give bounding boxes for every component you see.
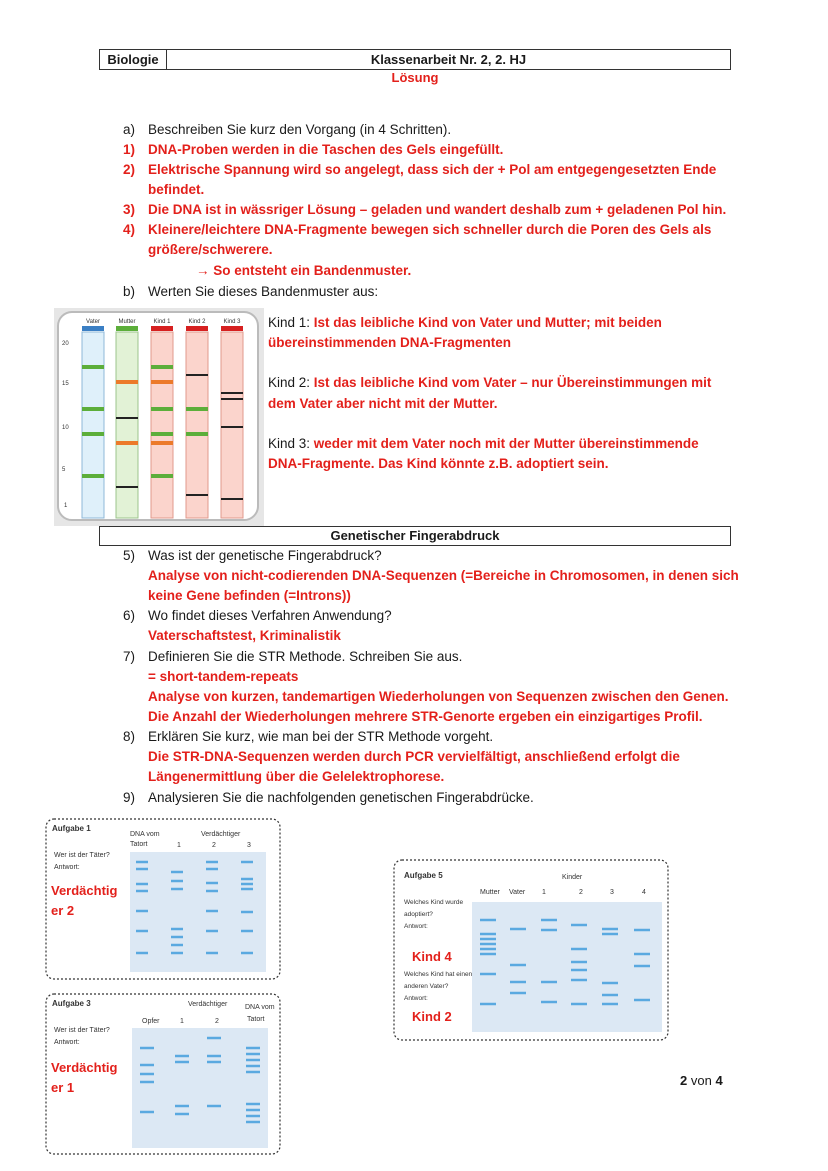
scale-20: 20 bbox=[62, 341, 69, 347]
section-title: Genetischer Fingerabdruck bbox=[99, 526, 731, 546]
task-5-figure bbox=[392, 858, 670, 1042]
exam-title: Klassenarbeit Nr. 2, 2. HJ bbox=[370, 52, 527, 67]
part-a-question: Beschreiben Sie kurz den Vorgang (in 4 Schritten). bbox=[148, 122, 452, 137]
task-3-h3: Verdächtiger bbox=[188, 1001, 228, 1008]
answer-kind2-label: Kind 2: bbox=[268, 375, 311, 390]
task-3-h5: Tatort bbox=[247, 1016, 265, 1023]
q8-answer-2: Längenermittlung über die Gelelektrophorese. bbox=[148, 769, 445, 784]
scale-10: 10 bbox=[62, 425, 69, 431]
conclusion: → So entsteht ein Bandenmuster. bbox=[196, 263, 412, 278]
q7-question: Definieren Sie die STR Methode. Schreiben Sie aus. bbox=[148, 649, 463, 664]
task-3-title: Aufgabe 3 bbox=[52, 999, 91, 1008]
lane-kind3 bbox=[221, 326, 243, 518]
task-3-h4: DNA vom bbox=[245, 1004, 275, 1011]
part-b-question: Werten Sie dieses Bandenmuster aus: bbox=[148, 284, 379, 299]
task-5-q4: Antwort: bbox=[404, 995, 428, 1002]
step-2-text-cont: befindet. bbox=[148, 182, 205, 197]
step-4-num: 4) bbox=[123, 222, 136, 237]
step-1-num: 1) bbox=[123, 142, 136, 157]
task-5-answer-2: Kind 2 bbox=[412, 1009, 452, 1024]
scale-5: 5 bbox=[62, 467, 66, 473]
lane-vater bbox=[82, 326, 104, 518]
answer-kind2 bbox=[268, 373, 711, 393]
page-total: 4 bbox=[715, 1073, 723, 1088]
task-5-answer-1: Kind 4 bbox=[412, 949, 452, 964]
q5-question: Was ist der genetische Fingerabdruck? bbox=[148, 548, 382, 563]
lane-label-kind1: Kind 1 bbox=[153, 319, 171, 325]
task-3-q1: Wer ist der Täter? bbox=[54, 1027, 110, 1034]
q7-answer-3: Die Anzahl der Wiederholungen mehrere STR-Genorte ergeben ein einzigartiges Profil. bbox=[148, 709, 703, 724]
task-5-q1-line1: Welches Kind wurde bbox=[404, 899, 464, 906]
answer-kind3 bbox=[268, 434, 699, 454]
task-3-answer-2: er 1 bbox=[51, 1080, 75, 1095]
lane-label-kind2: Kind 2 bbox=[188, 319, 206, 325]
lane-kind1 bbox=[151, 326, 173, 518]
page-current: 2 bbox=[680, 1073, 688, 1088]
task-1-answer-2: er 2 bbox=[51, 903, 75, 918]
task-1-h1: DNA vom bbox=[130, 831, 160, 838]
task-1-q1: Wer ist der Täter? bbox=[54, 852, 110, 859]
q5-answer-2: keine Gene befinden (=Introns)) bbox=[148, 588, 351, 603]
part-b-label: b) bbox=[123, 284, 136, 299]
q7-answer-2: Analyse von kurzen, tandemartigen Wiederholungen von Sequenzen zwischen den Genen. bbox=[148, 689, 729, 704]
task-1-col-2: 2 bbox=[212, 842, 216, 849]
task-1-col-1: 1 bbox=[177, 842, 181, 849]
step-2-num: 2) bbox=[123, 162, 136, 177]
solution-label: Lösung bbox=[391, 70, 439, 85]
task-5-col-2: 2 bbox=[579, 889, 583, 896]
q7-num: 7) bbox=[123, 649, 136, 664]
task-1-q2: Antwort: bbox=[54, 864, 80, 871]
lane-label-kind3: Kind 3 bbox=[223, 319, 241, 325]
task-5-col-mutter: Mutter bbox=[480, 889, 500, 896]
task-5-q3-line2: anderen Vater? bbox=[404, 983, 449, 990]
lane-kind2 bbox=[186, 326, 208, 518]
lane-label-mutter: Mutter bbox=[118, 319, 136, 325]
scale-1: 1 bbox=[64, 503, 68, 509]
q8-question: Erklären Sie kurz, wie man bei der STR Methode vorgeht. bbox=[148, 729, 494, 744]
answer-kind1-text: Ist das leibliche Kind von Vater und Mutter; mit beiden bbox=[313, 315, 662, 330]
scale-15: 15 bbox=[62, 381, 69, 387]
q6-num: 6) bbox=[123, 608, 136, 623]
step-3-text: Die DNA ist in wässriger Lösung – geladen und wandert deshalb zum + geladenen Pol hin. bbox=[148, 202, 727, 217]
answer-kind3-text-cont: DNA-Fragmente. Das Kind könnte z.B. adoptiert sein. bbox=[268, 456, 609, 471]
step-4-text: Kleinere/leichtere DNA-Fragmente bewegen sich schneller durch die Poren des Gels als bbox=[148, 222, 712, 237]
subject: Biologie bbox=[100, 50, 167, 69]
task-5-q1-line2: adoptiert? bbox=[404, 911, 433, 918]
lane-label-vater: Vater bbox=[86, 319, 100, 325]
task-1-answer-1: Verdächtig bbox=[51, 883, 118, 898]
step-1-text: DNA-Proben werden in die Taschen des Gels eingefüllt. bbox=[148, 142, 504, 157]
page-of: von bbox=[690, 1073, 712, 1088]
task-5-col-1: 1 bbox=[542, 889, 546, 896]
q5-answer-1: Analyse von nicht-codierenden DNA-Sequenzen (=Bereiche in Chromosomen, in denen sich bbox=[148, 568, 739, 583]
gel-figure bbox=[54, 308, 264, 526]
answer-kind3-text: weder mit dem Vater noch mit der Mutter übereinstimmende bbox=[313, 436, 699, 451]
page-number bbox=[680, 1073, 723, 1088]
task-1-col-3: 3 bbox=[247, 842, 251, 849]
q7-answer-1: = short-tandem-repeats bbox=[148, 669, 299, 684]
task-3-answer-1: Verdächtig bbox=[51, 1060, 118, 1075]
task-5-q3-line1: Welches Kind hat einen bbox=[404, 971, 473, 978]
step-2-text: Elektrische Spannung wird so angelegt, dass sich der + Pol am entgegengesetzten Ende bbox=[148, 162, 717, 177]
task-5-q2: Antwort: bbox=[404, 923, 428, 930]
task-1-figure bbox=[44, 817, 282, 981]
header-table bbox=[99, 49, 731, 70]
answer-kind2-text: Ist das leibliche Kind vom Vater – nur Übereinstimmungen mit bbox=[313, 375, 712, 390]
step-3-num: 3) bbox=[123, 202, 136, 217]
task-5-kinder: Kinder bbox=[562, 874, 583, 881]
q8-num: 8) bbox=[123, 729, 136, 744]
answer-kind1-label: Kind 1: bbox=[268, 315, 311, 330]
q9-question: Analysieren Sie die nachfolgenden genetischen Fingerabdrücke. bbox=[148, 790, 534, 805]
task-3-q2: Antwort: bbox=[54, 1039, 80, 1046]
lane-mutter bbox=[116, 326, 138, 518]
task-5-col-vater: Vater bbox=[509, 889, 526, 896]
answer-kind1-text-cont: übereinstimmenden DNA-Fragmenten bbox=[268, 335, 512, 350]
task-1-h2: Tatort bbox=[130, 841, 148, 848]
task-1-h3: Verdächtiger bbox=[201, 831, 241, 838]
step-4-text-cont: größere/schwerere. bbox=[148, 242, 273, 257]
q5-num: 5) bbox=[123, 548, 136, 563]
answer-kind3-label: Kind 3: bbox=[268, 436, 311, 451]
q8-answer-1: Die STR-DNA-Sequenzen werden durch PCR vervielfältigt, anschließend erfolgt die bbox=[148, 749, 680, 764]
task-5-title: Aufgabe 5 bbox=[404, 871, 443, 880]
task-3-col-1: 1 bbox=[180, 1018, 184, 1025]
task-3-col-2: 2 bbox=[215, 1018, 219, 1025]
task-3-h1: Opfer bbox=[142, 1018, 160, 1025]
task-1-title: Aufgabe 1 bbox=[52, 824, 91, 833]
task-3-figure bbox=[44, 992, 282, 1156]
q6-answer: Vaterschaftstest, Kriminalistik bbox=[148, 628, 341, 643]
q9-num: 9) bbox=[123, 790, 136, 805]
answer-kind1 bbox=[268, 313, 662, 333]
answer-kind2-text-cont: dem Vater aber nicht mit der Mutter. bbox=[268, 396, 498, 411]
task-5-col-3: 3 bbox=[610, 889, 614, 896]
task-5-col-4: 4 bbox=[642, 889, 646, 896]
q6-question: Wo findet dieses Verfahren Anwendung? bbox=[148, 608, 392, 623]
part-a-label: a) bbox=[123, 122, 136, 137]
